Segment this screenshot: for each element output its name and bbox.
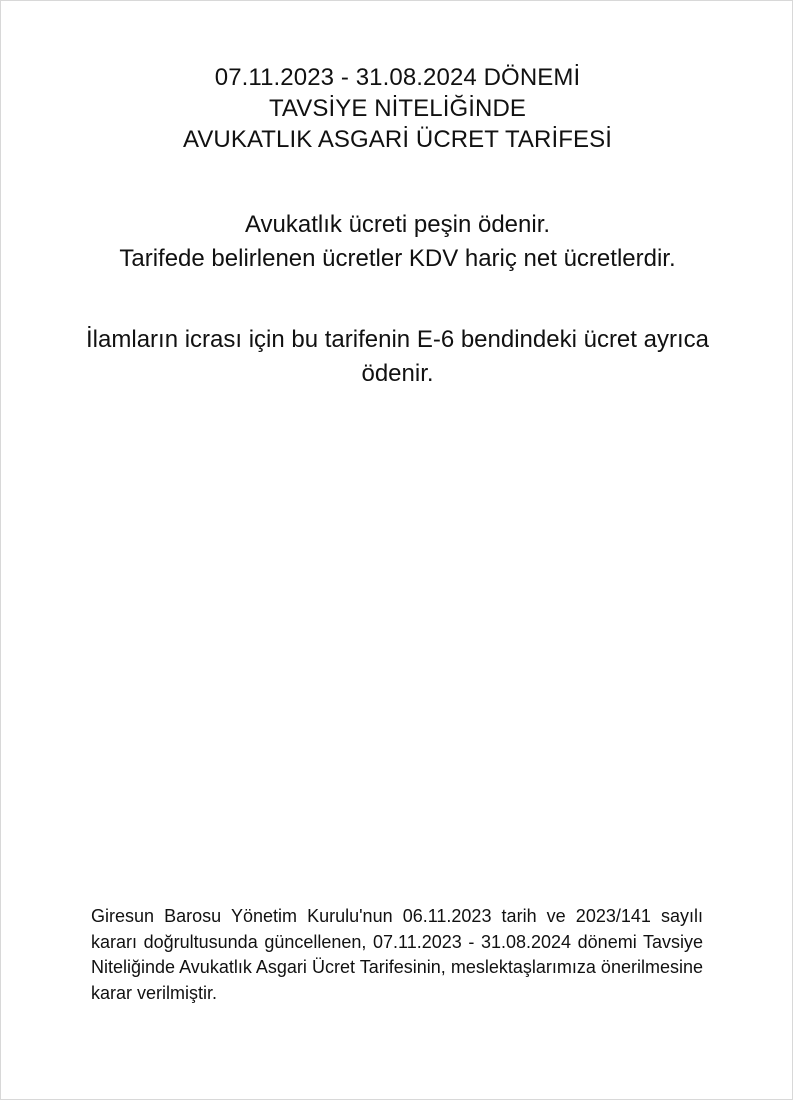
title-recommendation-line: TAVSİYE NİTELİĞİNDE [268, 95, 527, 122]
execution-fee-text: İlamların icrası için bu tarifenin E-6 bendindeki ücret ayrıca ödenir. [86, 326, 709, 387]
title-tariff-line: AVUKATLIK ASGARİ ÜCRET TARİFESİ [183, 126, 612, 153]
document-title [1, 62, 793, 155]
execution-fee-notice [71, 323, 724, 391]
title-period-line: 07.11.2023 - 31.08.2024 DÖNEMİ [214, 64, 581, 91]
board-decision-text: Giresun Barosu Yönetim Kurulu'nun 06.11.2023 tarih ve 2023/141 sayılı kararı doğrultusunda güncellenen, 07.11.2023 - 31.08.2024 dönemi Tavsiye Niteliğinde Avukatlık Asgari Ücret Tarifesinin, meslektaşlarımıza önerilmesine karar verilmiştir. [91, 906, 703, 1003]
board-decision-footer [91, 904, 703, 1006]
vat-exclusion-note: Tarifede belirlenen ücretler KDV hariç net ücretlerdir. [119, 245, 676, 272]
advance-payment-note: Avukatlık ücreti peşin ödenir. [244, 211, 551, 238]
payment-notes [1, 208, 793, 276]
